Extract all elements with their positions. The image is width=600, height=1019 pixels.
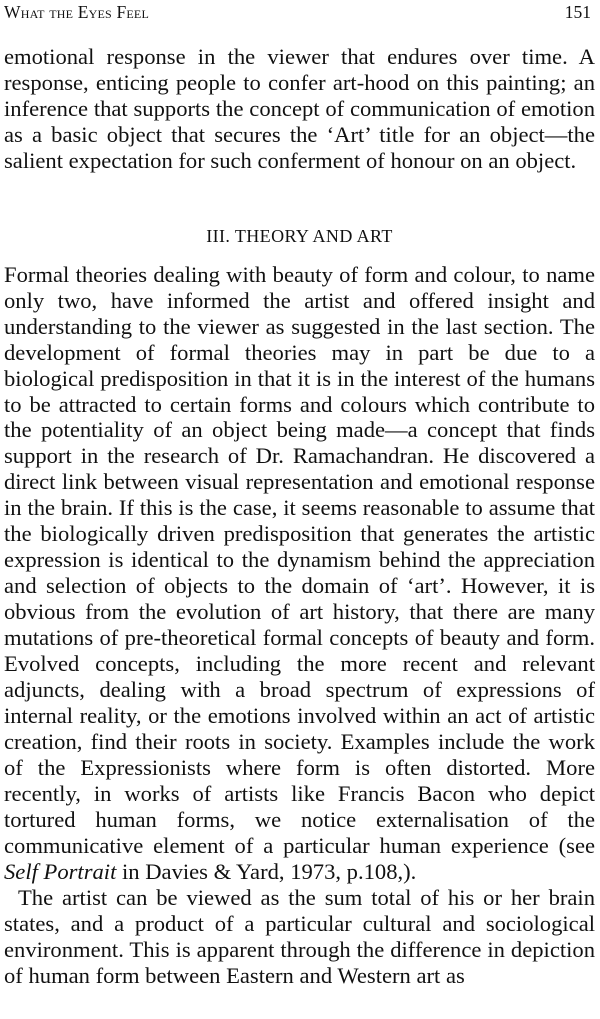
page-number: 151 [564, 2, 591, 22]
running-title: What the Eyes Feel [4, 2, 149, 22]
paragraph-artist: The artist can be viewed as the sum total of his or her brain states, and a product of a particular cultural and sociological environment. This is apparent through the difference in depiction of human form between Eastern and Western art as [4, 884, 595, 988]
citation-rest: in Davies & Yard, 1973, p.108,). [122, 858, 417, 884]
running-header [4, 0, 595, 38]
paragraph-theory-text: Formal theories dealing with beauty of form and colour, to name only two, have informed the artist and offered insight and understanding to the viewer as suggested in the last section. The development of formal theories may in part be due to a biological predisposition in that it is in the interest of the humans to be attracted to certain forms and colours which contribute to the potentiality of an object being made—a concept that finds support in the research of Dr. Ramachandran. He discovered a direct link between visual representation and emotional response in the brain. If this is the case, it seems reasonable to assume that the biologically driven predisposition that generates the artistic expression is identical to the dynamism behind the appreciation and selection of objects to the domain of ‘art’. However, it is obvious from the evolution of art history, that there are many mutations of pre-theoretical formal concepts of beauty and form. Evolved concepts, including the more recent and relevant adjuncts, dealing with a broad spectrum of expressions of internal reality, or the emotions involved within an act of artistic creation, find their roots in society. Examples include the work of the Expressionists where form is often distorted. More recently, in works of artists like Francis Bacon who depict tortured human forms, we notice externalisation of the communicative element of a particular human experience (see [4, 261, 595, 858]
paragraph-theory [4, 262, 595, 885]
paragraph-continued: emotional response in the viewer that endures over time. A response, enticing people to confer art-hood on this painting; an inference that supports the concept of communication of emotion as a basic object that secures the ‘Art’ title for an object—the salient expectation for such conferment of honour on an object. [4, 44, 595, 173]
citation-title: Self Portrait [4, 858, 117, 884]
section-heading: III. THEORY AND ART [206, 225, 393, 246]
